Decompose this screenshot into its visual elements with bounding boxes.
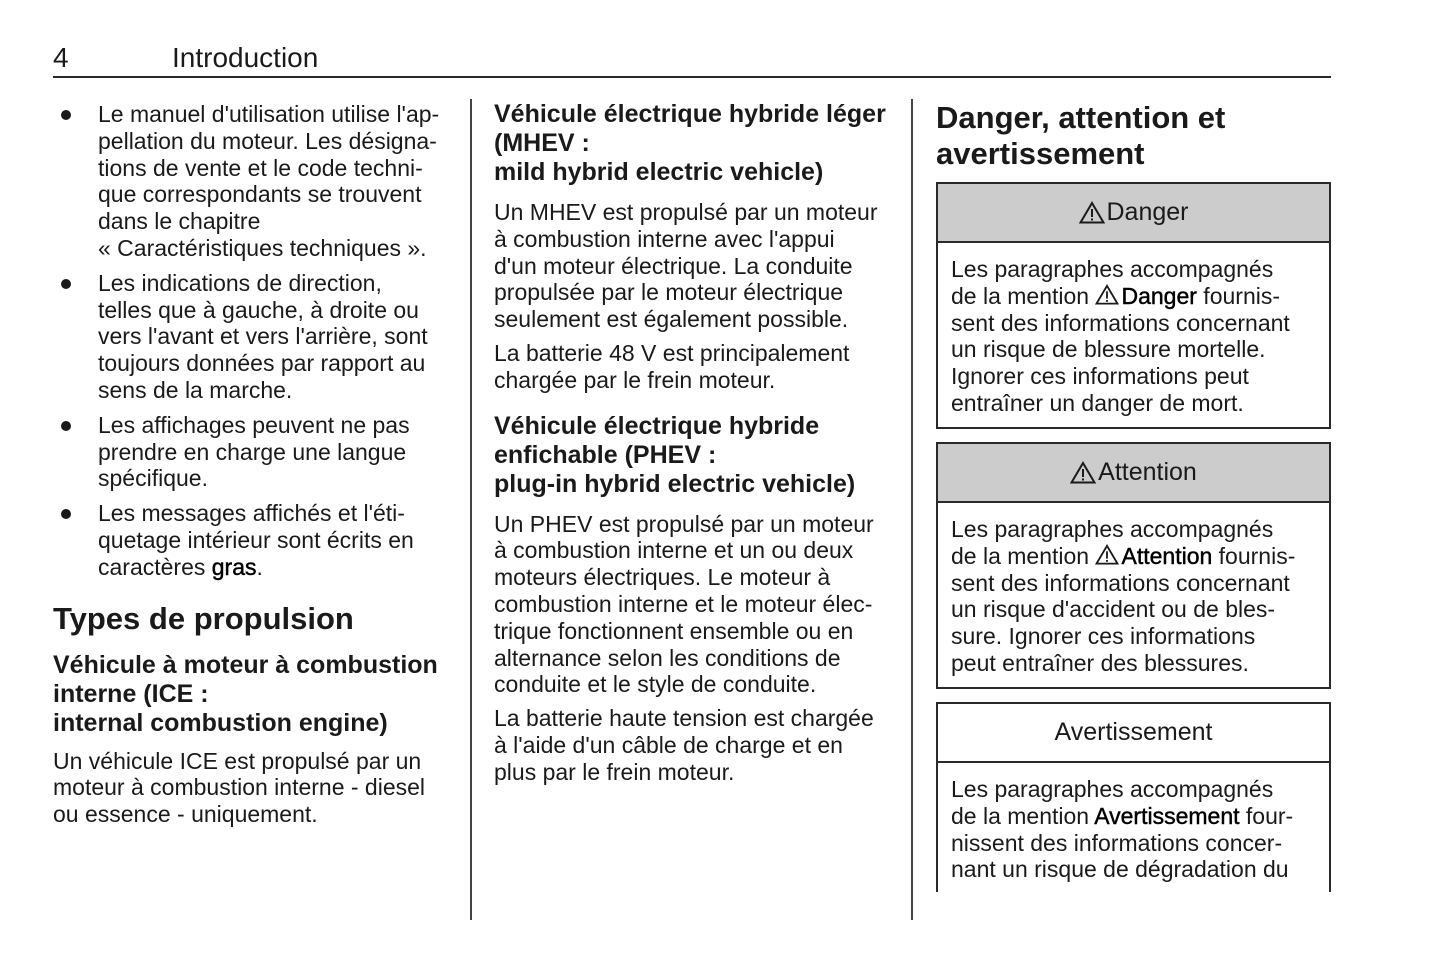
column-3 [936,99,1331,892]
attention-box [936,442,1331,689]
paragraph-phev-1: Un PHEV est propulsé par un moteur à combustion interne et un ou deux moteurs électriques. Le moteur à combustion interne et le moteur élec- trique fonctionnent ensemble ou en alternance selon les conditions de conduite et le style de conduite. [494,510,874,698]
bold-term: Avertissement [1094,802,1240,829]
bullet-icon [61,421,71,431]
column-divider [470,99,472,920]
column-divider [911,99,913,920]
list-item [53,101,453,262]
list-item-text: Les affichages peuvent ne pas prendre en charge une langue spécifique. [98,411,410,492]
box-body-text: Les paragraphes accompagnés de la mention [951,516,1274,569]
avertissement-box-title: Avertissement [1054,718,1213,746]
bullet-icon [61,509,71,519]
list-item-text: Les messages affichés et l'éti- quetage intérieur sont écrits en caractères [98,500,414,580]
danger-box [936,182,1331,429]
list-item-text: Les indications de direction, telles que à gauche, à droite ou vers l'avant et vers l'arrière, sont toujours données par rapport au sens de la marche. [98,269,428,403]
column-2 [494,99,894,786]
heading-phev: Véhicule électrique hybride enfichable (PHEV : plug-in hybrid electric vehicle) [494,411,856,498]
list-item [53,270,453,404]
danger-box-body [938,243,1329,429]
warning-triangle-icon [1095,544,1119,565]
paragraph-ice: Un véhicule ICE est propulsé par un moteur à combustion interne - diesel ou essence - uniquement. [53,747,426,828]
bullet-icon [61,279,71,289]
paragraph-phev-2: La batterie haute tension est chargée à l'aide d'un câble de charge et en plus par le frein moteur. [494,705,874,785]
list-item-text: . [256,553,263,580]
bold-term: Attention [1121,542,1213,569]
avertissement-box-body [938,763,1329,895]
section-title-warnings: Danger, attention et avertissement [936,100,1226,171]
bold-term: gras [211,553,257,580]
box-body-text: fournis- sent des informations concernant un risque de blessure mortelle. Ignorer ces informations peut entraîner un danger de mort. [951,282,1290,416]
page-header [53,38,1331,78]
page-title: Introduction [172,42,319,73]
column-1 [53,99,453,828]
box-body-text: Les paragraphes accompagnés de la mention [951,776,1274,829]
attention-box-title: Attention [1098,458,1197,486]
avertissement-box-header [938,704,1329,763]
avertissement-box [936,702,1331,892]
warning-triangle-icon [1095,284,1119,305]
section-title-propulsion: Types de propulsion [53,600,354,636]
warning-triangle-icon [1070,461,1096,484]
bullet-icon [61,110,71,120]
danger-box-header [938,184,1329,243]
paragraph-mhev-2: La batterie 48 V est principalement chargée par le frein moteur. [494,339,850,393]
box-body-text: four- nissent des informations concer- nant un risque de dégradation du [951,802,1294,883]
paragraph-mhev-1: Un MHEV est propulsé par un moteur à combustion interne avec l'appui d'un moteur électrique. La conduite propulsée par le moteur électrique seulement est également possible. [494,199,878,333]
heading-ice: Véhicule à moteur à combustion interne (ICE : internal combustion engine) [53,650,438,737]
box-body-text: fournis- sent des informations concernant un risque d'accident ou de bles- sure. Ignorer ces informations peut entraîner des blessures. [951,542,1296,676]
danger-box-title: Danger [1106,198,1189,226]
attention-box-body [938,503,1329,689]
list-item-text: Le manuel d'utilisation utilise l'ap- pellation du moteur. Les désigna- tions de vente et le code techni- que correspondants se trouvent dans le chapitre « Caractéristiques techniques ». [98,101,440,261]
bullet-list [53,101,453,581]
box-body-text: Les paragraphes accompagnés de la mention [951,256,1274,309]
list-item [53,412,453,492]
list-item [53,500,453,580]
heading-mhev: Véhicule électrique hybride léger (MHEV : mild hybrid electric vehicle) [494,100,886,186]
warning-triangle-icon [1079,201,1105,224]
attention-box-header [938,444,1329,503]
page-number: 4 [53,42,69,73]
bold-term: Danger [1121,282,1197,309]
